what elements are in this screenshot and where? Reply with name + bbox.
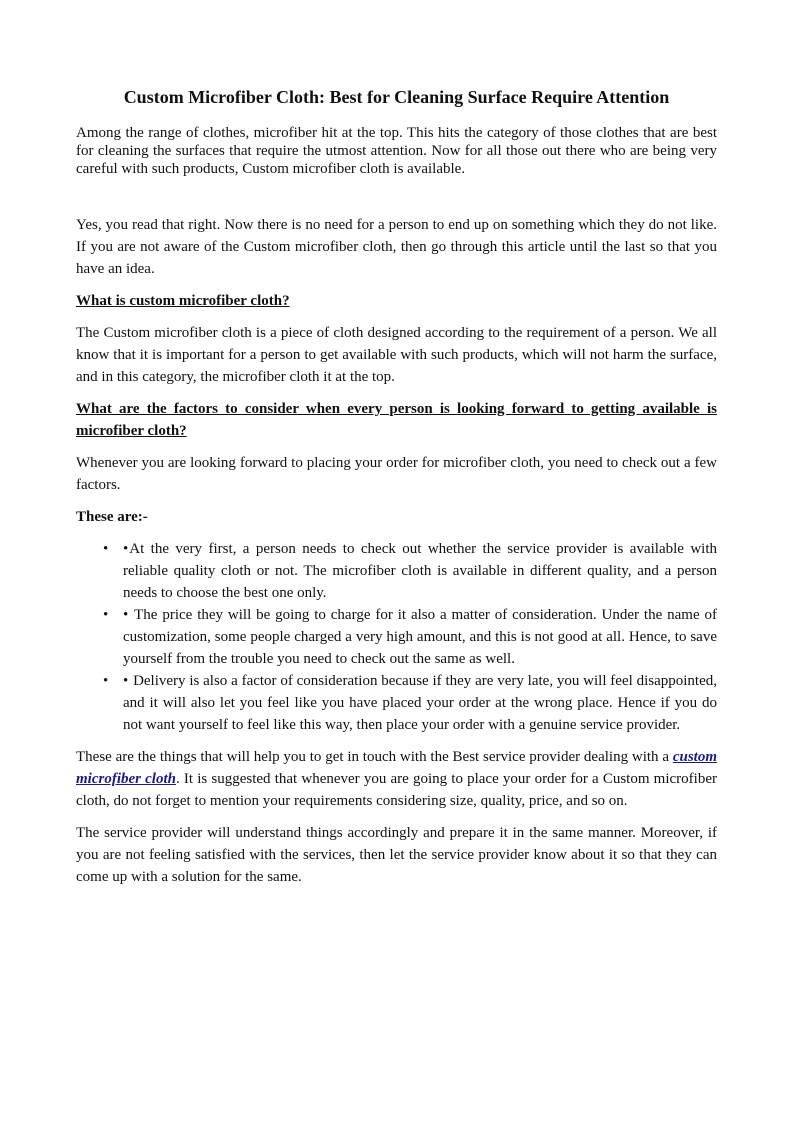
list-item-text: At the very first, a person needs to check out whether the service provider is available with reliable quality cloth or not. The microfiber cloth is available in different quality, and a person needs to choose the best one only.	[123, 541, 717, 601]
inner-bullet: •	[123, 541, 129, 557]
list-item	[103, 604, 717, 670]
custom-microfiber-cloth-link[interactable]: custom microfiber cloth	[76, 749, 717, 787]
bullet-marker: •	[103, 541, 109, 557]
paragraph-4-end: . It is suggested that whenever you are going to place your order for a Custom microfiber cloth, do not forget to mention your requirements considering size, quality, price, and so on.	[76, 771, 717, 809]
inner-bullet: •	[123, 607, 134, 623]
intro-paragraph: Among the range of clothes, microfiber hit at the top. This hits the category of those clothes that are best for cleaning the surfaces that require the utmost attention. Now for all those out there who are being very careful with such products, Custom microfiber cloth is available.	[76, 125, 717, 177]
factors-list	[76, 538, 717, 736]
section-heading-factors: What are the factors to consider when every person is looking forward to getting available is microfiber cloth?	[76, 401, 717, 439]
bullet-marker: •	[103, 607, 109, 623]
document-page	[76, 86, 717, 898]
section-heading-what-is: What is custom microfiber cloth?	[76, 293, 290, 309]
list-item-text: The price they will be going to charge for it also a matter of consideration. Under the name of customization, some people charged a very high amount, and this is not good at all. Hence, to save yourself from the trouble you need to check out the same as well.	[123, 607, 717, 667]
list-item	[103, 670, 717, 736]
paragraph-2: The Custom microfiber cloth is a piece of cloth designed according to the requirement of a person. We all know that it is important for a person to get available with such products, which will not harm the surface, and in this category, the microfiber cloth it at the top.	[76, 325, 717, 385]
inner-bullet: •	[123, 673, 133, 689]
paragraph-5: The service provider will understand things accordingly and prepare it in the same manner. Moreover, if you are not feeling satisfied with the services, then let the service provider know about it so that they can come up with a solution for the same.	[76, 825, 717, 885]
list-item	[103, 538, 717, 604]
paragraph-3: Whenever you are looking forward to placing your order for microfiber cloth, you need to check out a few factors.	[76, 455, 717, 493]
paragraph-4-start: These are the things that will help you to get in touch with the Best service provider dealing with a	[76, 749, 673, 765]
sub-heading-these-are: These are:-	[76, 509, 148, 525]
list-item-text: Delivery is also a factor of consideration because if they are very late, you will feel disappointed, and it will also let you feel like you have placed your order at the wrong place. Hence if you do not want yourself to feel like this way, then place your order with a genuine service provider.	[123, 673, 717, 733]
paragraph-4	[76, 746, 717, 812]
paragraph-1: Yes, you read that right. Now there is no need for a person to end up on something which they do not like. If you are not aware of the Custom microfiber cloth, then go through this article until the last so that you have an idea.	[76, 217, 717, 277]
bullet-marker: •	[103, 673, 109, 689]
document-title: Custom Microfiber Cloth: Best for Cleaning Surface Require Attention	[123, 87, 670, 107]
